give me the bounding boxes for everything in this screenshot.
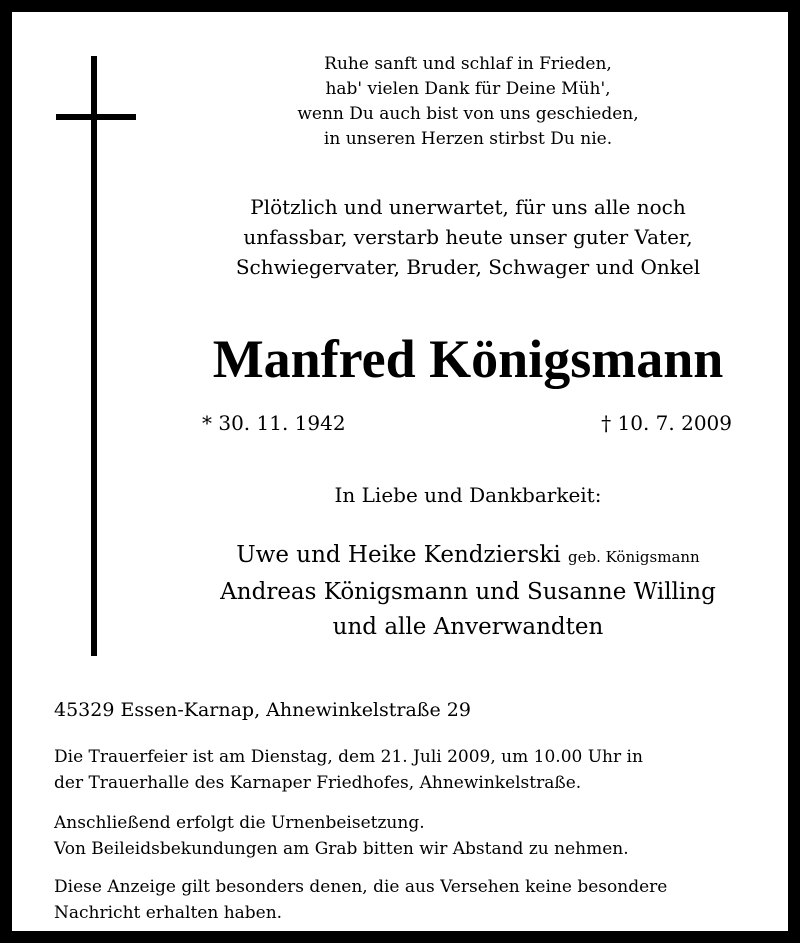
announcement-line: Plötzlich und unerwartet, für uns alle noch xyxy=(250,195,686,219)
burial-line: Von Beileidsbekundungen am Grab bitten wir Abstand zu nehmen. xyxy=(54,839,629,859)
cross-icon-horizontal xyxy=(56,114,136,120)
poem-line: in unseren Herzen stirbst Du nie. xyxy=(323,129,613,149)
family-line xyxy=(162,538,774,575)
deceased-name: Manfred Königsmann xyxy=(212,329,724,389)
address: 45329 Essen-Karnap, Ahnewinkelstraße 29 xyxy=(54,699,471,721)
gratitude-line: In Liebe und Dankbarkeit: xyxy=(334,483,602,507)
ceremony-info xyxy=(54,744,774,796)
notice-info xyxy=(54,874,774,926)
birth-date: * 30. 11. 1942 xyxy=(202,411,346,435)
family-line: und alle Anverwandten xyxy=(332,614,604,640)
poem xyxy=(162,52,774,152)
maiden-name-note: geb. Königsmann xyxy=(568,548,700,566)
ceremony-line: der Trauerhalle des Karnaper Friedhofes, Ahnewinkelstraße. xyxy=(54,773,582,793)
announcement xyxy=(162,192,774,282)
cross-icon-vertical xyxy=(91,56,97,656)
announcement-line: unfassbar, verstarb heute unser guter Vater, xyxy=(243,225,693,249)
notice-line: Diese Anzeige gilt besonders denen, die aus Versehen keine besondere xyxy=(54,877,668,897)
death-date: † 10. 7. 2009 xyxy=(601,411,732,435)
family-name: Uwe und Heike Kendzierski xyxy=(236,542,561,568)
burial-line: Anschließend erfolgt die Urnenbeisetzung. xyxy=(54,813,425,833)
poem-line: hab' vielen Dank für Deine Müh', xyxy=(325,79,611,99)
family-list xyxy=(162,538,774,645)
burial-info xyxy=(54,810,774,862)
announcement-line: Schwiegervater, Bruder, Schwager und Onkel xyxy=(235,255,701,279)
poem-line: Ruhe sanft und schlaf in Frieden, xyxy=(324,54,612,74)
family-line: Andreas Königsmann und Susanne Willing xyxy=(220,579,716,605)
notice-line: Nachricht erhalten haben. xyxy=(54,903,283,923)
poem-line: wenn Du auch bist von uns geschieden, xyxy=(297,104,639,124)
ceremony-line: Die Trauerfeier ist am Dienstag, dem 21. Juli 2009, um 10.00 Uhr in xyxy=(54,747,643,767)
